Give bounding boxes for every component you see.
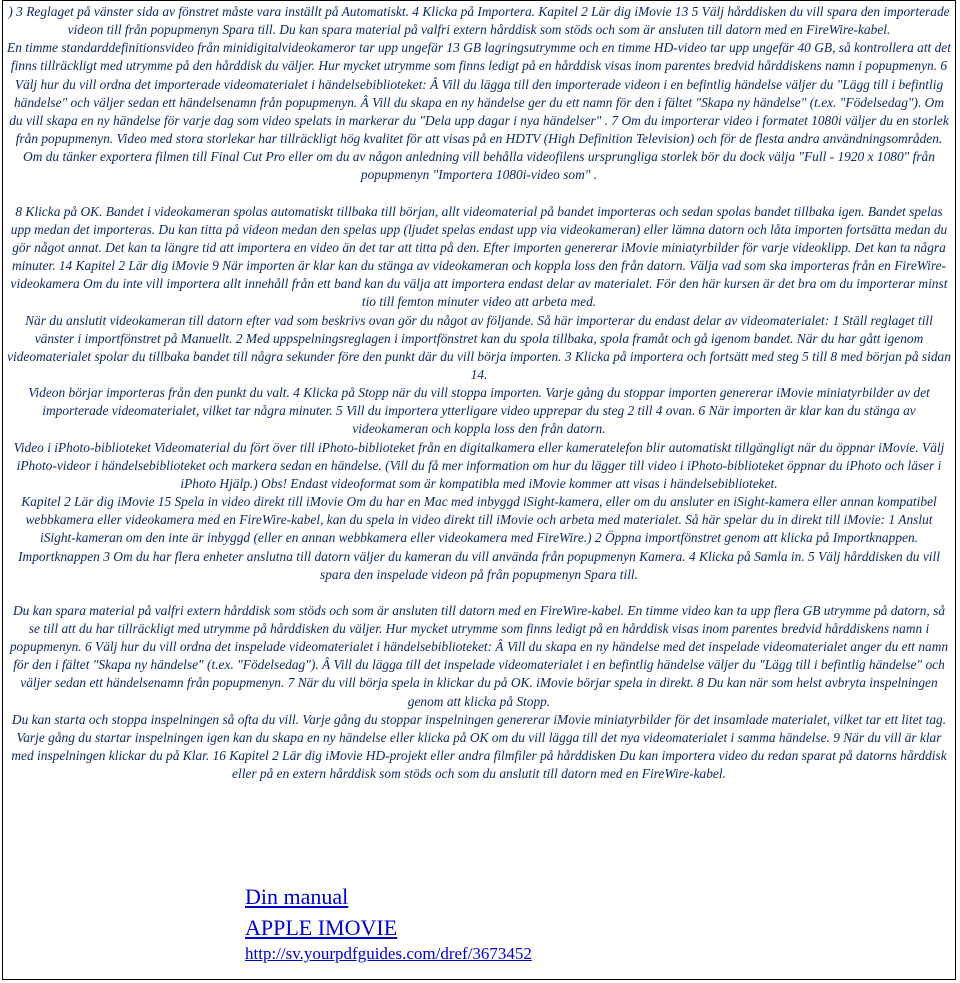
paragraph: När du anslutit videokameran till datorn efter vad som beskrivs ovan gör du något av följande. Så här importerar du endast delar av videomaterialet: 1 Ställ reglaget till vänster i importfönstret på Manuellt. 2 Med uppspelningsreglagen i importfönstret kan du spola tillbaka, spola framåt och gå igenom bandet. När du har gått igenom videomaterialet spolar du tillbaka bandet till några sekunder före den punkt där du vill börja importen. 3 Klicka på importera och fortsätt med steg 5 till 8 med början på sidan 14.	[7, 312, 951, 382]
footer-links	[245, 881, 532, 965]
paragraph: Videon börjar importeras från den punkt du valt. 4 Klicka på Stopp när du vill stoppa importen. Varje gång du stoppar importen genererar iMovie miniatyrbilder av det importerade videomaterialet, vilket tar några minuter. 5 Vill du importera ytterligare video upprepar du steg 2 till 4 ovan. 6 När importen är klar kan du stänga av videokameran och koppla loss den från datorn.	[28, 385, 930, 437]
paragraph: ) 3 Reglaget på vänster sida av fönstret måste vara inställt på Automatiskt. 4 Klicka på Importera. Kapitel 2 Lär dig iMovie 13 5 Välj hårddisken du vill spara den importerade videon till från popupmenyn Spara till. Du kan spara material på valfri extern hårddisk som stöds och som är ansluten till datorn med en FireWire-kabel.	[8, 4, 950, 38]
product-link[interactable]: APPLE IMOVIE	[245, 915, 398, 940]
paragraph: Kapitel 2 Lär dig iMovie 15 Spela in video direkt till iMovie Om du har en Mac med inbyggd iSight-kamera, eller om du ansluter en iSight-kamera eller annan kompatibel webbkamera eller videokamera med en FireWire-kabel, kan du spela in video direkt till iMovie och arbeta med materialet. Så här spelar du in direkt till iMovie: 1 Anslut iSight-kameran om den inte är inbyggd (eller en annan webbkamera eller videokamera med FireWire.) 2 Öppna importfönstret genom att klicka på Importknappen. Importknappen 3 Om du har flera enheter anslutna till datorn väljer du kameran du vill använda från popupmenyn Kamera. 4 Klicka på Samla in. 5 Välj hårddisken du vill spara den inspelade videon på från popupmenyn Spara till.	[18, 494, 940, 582]
manual-link[interactable]: Din manual	[245, 884, 349, 909]
paragraph-gap	[7, 185, 951, 203]
paragraph-gap	[7, 584, 951, 602]
document-page	[2, 0, 956, 980]
paragraph: 8 Klicka på OK. Bandet i videokameran spolas automatiskt tillbaka till början, allt videomaterial på bandet importeras och sedan spolas bandet tillbaka igen. Bandet spelas upp medan det importeras. Du kan titta på videon medan den spelas upp (ljudet spelas endast upp via videokameran) eller lämna datorn och låta importen fortsätta medan du gör något annat. Det kan ta längre tid att importera en video än det tar att titta på den. Efter importen genererar iMovie miniatyrbilder för varje videoklipp. Det kan ta några minuter. 14 Kapitel 2 Lär dig iMovie 9 När importen är klar kan du stänga av videokameran och koppla loss den från datorn. Välja vad som ska importeras från en FireWire-videokamera Om du inte vill importera allt innehåll från ett band kan du välja att importera endast delar av materialet. För den här kursen är det bra om du importerar minst tio till femton minuter video att arbeta med.	[10, 203, 948, 310]
paragraph: Du kan spara material på valfri extern hårddisk som stöds och som är ansluten till datorn med en FireWire-kabel. En timme video kan ta upp flera GB utrymme på datorn, så se till att du har tillräckligt med utrymme på hårddisken du väljer. Hur mycket utrymme som finns ledigt på en hårddisk visas inom parentes bredvid hårddiskens namn i popupmenyn. 6 Välj hur du vill ordna det inspelade videomaterialet i händelsebiblioteket: Â Vill du skapa en ny händelse med det inspelade videomaterialet anger du ett namn för den i fältet "Skapa ny händelse" (t.ex. "Födelsedag"). Â Vill du lägga till det inspelade videomaterialet i en befintlig händelse väljer du "Lägg till i befintlig händelse" och väljer sedan ett händelsenamn från popupmenyn. 7 När du vill börja spela in klickar du på OK. iMovie börjar spela in direkt. 8 Du kan när som helst avbryta inspelningen genom att klicka på Stopp.	[9, 602, 949, 709]
paragraph: En timme standarddefinitionsvideo från minidigitalvideokameror tar upp ungefär 13 GB lagringsutrymme och en timme HD-video tar upp ungefär 40 GB, så kontrollera att det finns tillräckligt med utrymme på den hårddisk du väljer. Hur mycket utrymme som finns ledigt på en hårddisk visas inom parentes bredvid hårddiskens namn i popupmenyn. 6 Välj hur du vill ordna det importerade videomaterialet i händelsebiblioteket: Â Vill du lägga till den importerade videon i en befintlig händelse väljer du "Lägg till i befintlig händelse" och väljer sedan ett händelsenamn från popupmenyn. Â Vill du skapa en ny händelse ger du ett namn för den i fältet "Skapa ny händelse" (t.ex. "Födelsedag"). Om du vill skapa en ny händelse för varje dag som video spelats in markerar du "Dela upp dagar i nya händelser" . 7 Om du importerar video i formatet 1080i väljer du en storlek från popupmenyn. Video med stora storlekar har tillräckligt hög kvalitet för att visas på en HDTV (High Definition Television) och för de flesta andra användningsområden. Om du tänker exportera filmen till Final Cut Pro eller om du av någon anledning vill behålla videofilens ursprungliga storlek bör du dock välja "Full - 1920 x 1080" från popupmenyn "Importera 1080i-video som" .	[7, 40, 951, 183]
paragraph: Video i iPhoto-biblioteket Videomaterial du fört över till iPhoto-biblioteket från en digitalkamera eller kameratelefon blir automatiskt tillgängligt när du öppnar iMovie. Välj iPhoto-videor i händelsebiblioteket och markera sedan en händelse. (Vill du få mer information om hur du lägger till video i iPhoto-biblioteket öppnar du iPhoto och läser i iPhoto Hjälp.) Obs! Endast videoformat som är kompatibla med iMovie kommer att visas i händelsebiblioteket.	[13, 439, 945, 491]
url-link[interactable]: http://sv.yourpdfguides.com/dref/3673452	[245, 944, 532, 963]
paragraph: Du kan starta och stoppa inspelningen så ofta du vill. Varje gång du stoppar inspelningen genererar iMovie miniatyrbilder för det insamlade materialet, vilket tar ett litet tag. Varje gång du startar inspelningen igen kan du skapa en ny händelse eller klicka på OK om du vill lägga till det nya videomaterialet i samma händelse. 9 När du vill är klar med inspelningen klickar du på Klar. 16 Kapitel 2 Lär dig iMovie HD-projekt eller andra filmfiler på hårddisken Du kan importera video du redan sparat på datorns hårddisk eller på en extern hårddisk som stöds och som du anslutit till datorn med en FireWire-kabel.	[11, 711, 947, 782]
